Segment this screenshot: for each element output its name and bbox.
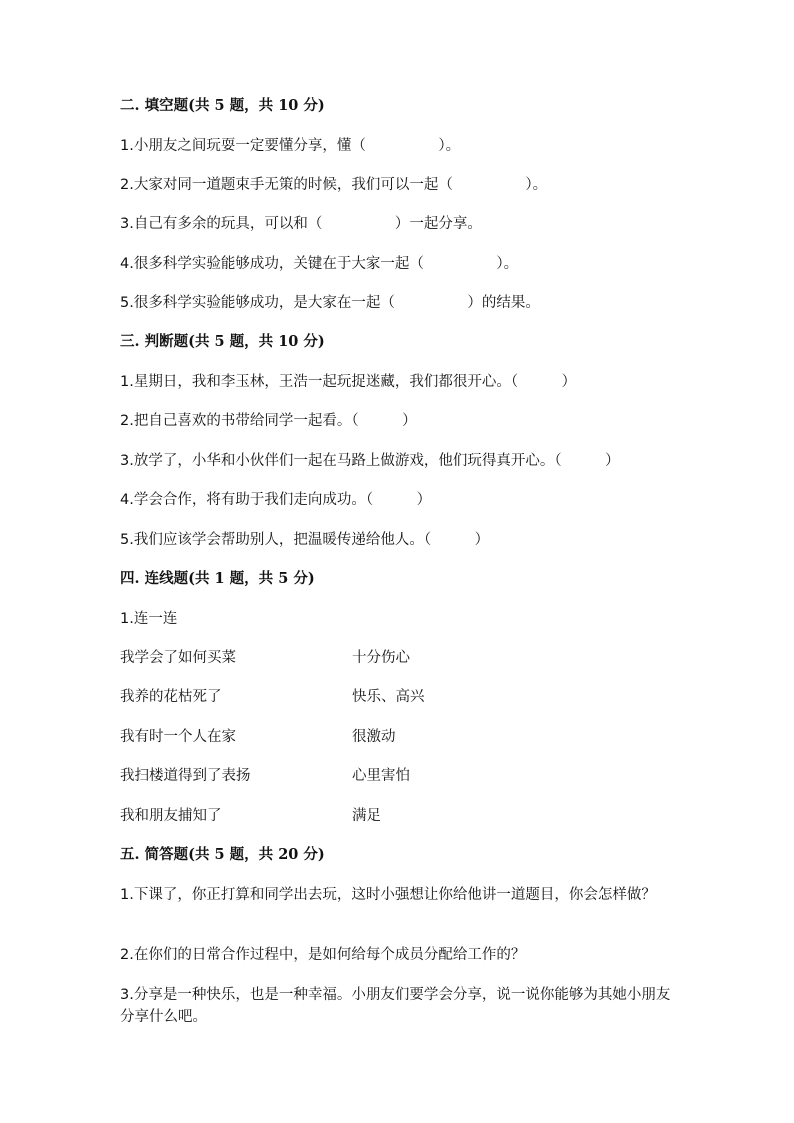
match-right-item: 心里害怕 xyxy=(352,768,410,784)
match-right-item: 快乐、高兴 xyxy=(352,689,425,705)
fill-question-1: 1.小朋友之间玩耍一定要懂分享，懂（ ）。 xyxy=(120,138,461,154)
fill-question-4: 4.很多科学实验能够成功，关键在于大家一起（ ）。 xyxy=(120,256,519,272)
match-right-item: 十分伤心 xyxy=(352,650,410,666)
short-question-3: 3.分享是一种快乐，也是一种幸福。小朋友们要学会分享，说一说你能够为其她小朋友分享什么吧。 xyxy=(120,987,671,1025)
fill-question-2: 2.大家对同一道题束手无策的时候，我们可以一起（ ）。 xyxy=(120,177,548,193)
section-heading-fill: 二. 填空题(共 5 题，共 10 分) xyxy=(120,97,325,114)
judge-question-4: 4.学会合作，将有助于我们走向成功。（ ） xyxy=(120,492,432,508)
fill-question-3: 3.自己有多余的玩具，可以和（ ）一起分享。 xyxy=(120,216,482,232)
match-right-item: 很激动 xyxy=(352,729,396,745)
match-left-item: 我学会了如何买菜 xyxy=(120,650,236,666)
short-question-2: 2.在你们的日常合作过程中，是如何给每个成员分配给工作的？ xyxy=(120,947,526,963)
judge-question-1: 1.星期日，我和李玉林，王浩一起玩捉迷藏，我们都很开心。（ ） xyxy=(120,374,577,390)
short-question-1: 1.下课了，你正打算和同学出去玩，这时小强想让你给他讲一道题目，你会怎样做？ xyxy=(120,887,656,903)
match-prompt: 1.连一连 xyxy=(120,611,178,627)
section-heading-match: 四. 连线题(共 1 题，共 5 分) xyxy=(120,570,315,587)
judge-question-2: 2.把自己喜欢的书带给同学一起看。（ ） xyxy=(120,413,417,429)
judge-question-3: 3.放学了，小华和小伙伴们一起在马路上做游戏，他们玩得真开心。（ ） xyxy=(120,453,620,469)
section-heading-short: 五. 简答题(共 5 题，共 20 分) xyxy=(120,846,325,863)
section-heading-judge: 三. 判断题(共 5 题，共 10 分) xyxy=(120,333,325,350)
match-right-item: 满足 xyxy=(352,808,381,824)
judge-question-5: 5.我们应该学会帮助别人，把温暖传递给他人。（ ） xyxy=(120,532,490,548)
match-left-item: 我和朋友捕知了 xyxy=(120,808,222,824)
fill-question-5: 5.很多科学实验能够成功，是大家在一起（ ）的结果。 xyxy=(120,295,540,311)
match-left-item: 我扫楼道得到了表扬 xyxy=(120,768,251,784)
match-left-item: 我有时一个人在家 xyxy=(120,729,236,745)
match-left-item: 我养的花枯死了 xyxy=(120,689,222,705)
